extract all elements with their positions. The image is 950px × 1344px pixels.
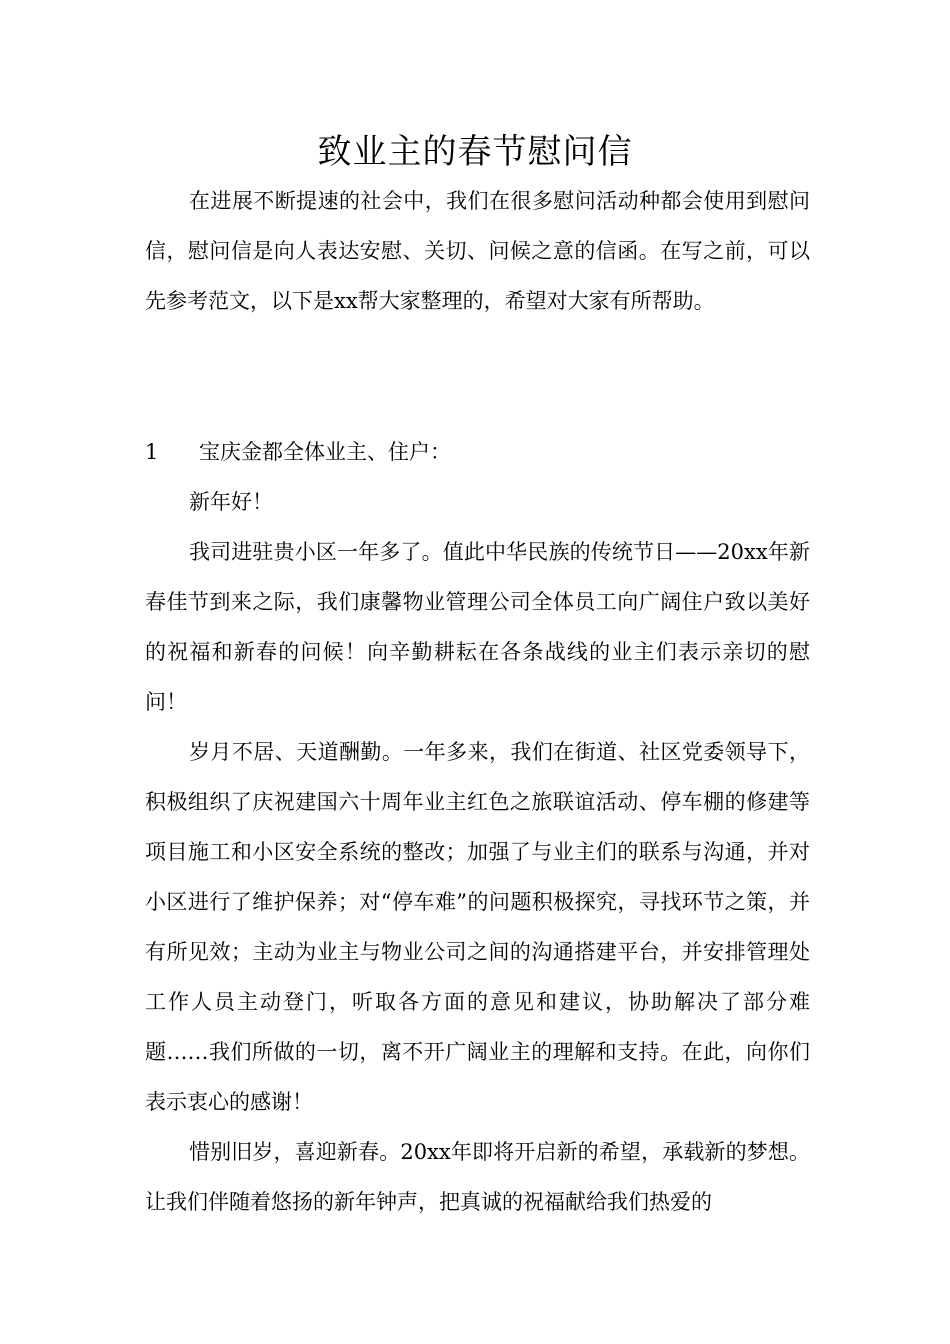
body-paragraph: 我司进驻贵小区一年多了。值此中华民族的传统节日——20xx年新春佳节到来之际，我们康馨物业管理公司全体员工向广阔住户致以美好的祝福和新春的问候！向辛勤耕耘在各条战线的业主们表示亲切的慰问！: [145, 540, 810, 714]
addressee-text: 宝庆金都全体业主、住户：: [199, 440, 451, 464]
section-number: 1: [145, 440, 159, 464]
document-title: 致业主的春节慰问信: [317, 132, 633, 172]
body-paragraph: 惜别旧岁，喜迎新春。20xx年即将开启新的希望，承载新的梦想。让我们伴随着悠扬的新年钟声，把真诚的祝福献给我们热爱的: [145, 1140, 810, 1214]
greeting: 新年好！: [189, 490, 273, 514]
body-paragraph: 岁月不居、天道酬勤。一年多来，我们在街道、社区党委领导下，积极组织了庆祝建国六十周年业主红色之旅联谊活动、停车棚的修建等项目施工和小区安全系统的整改；加强了与业主们的联系与沟通，并对小区进行了维护保养；对“停车难”的问题积极探究，寻找环节之策，并有所见效；主动为业主与物业公司之间的沟通搭建平台，并安排管理处工作人员主动登门，听取各方面的意见和建议，协助解决了部分难题……我们所做的一切，离不开广阔业主的理解和支持。在此，向你们表示衷心的感谢！: [145, 740, 810, 1114]
intro-paragraph: 在进展不断提速的社会中，我们在很多慰问活动种都会使用到慰问信，慰问信是向人表达安慰、关切、问候之意的信函。在写之前，可以先参考范文，以下是xx帮大家整理的，希望对大家有所帮助。: [145, 189, 810, 313]
addressee-line: [145, 427, 451, 477]
